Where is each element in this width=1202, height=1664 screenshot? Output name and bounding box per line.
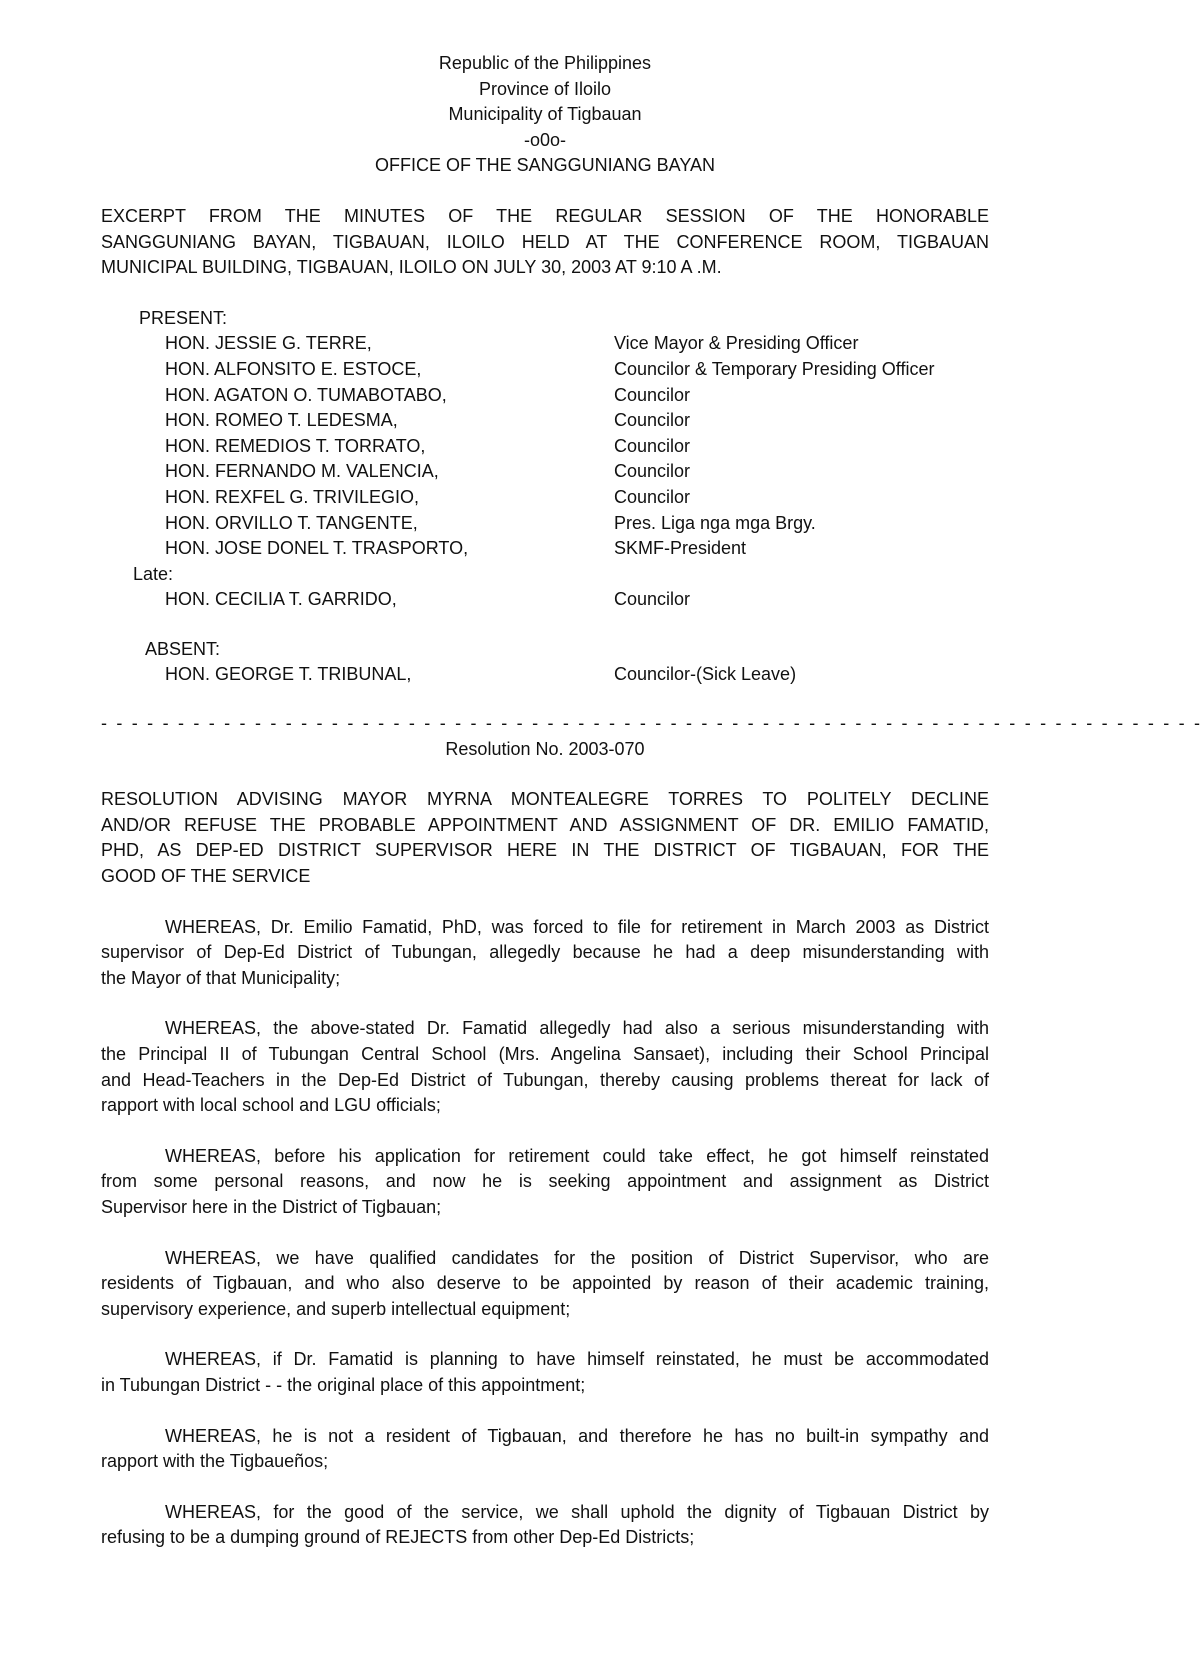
letterhead [101, 51, 989, 179]
attendee-role: Councilor [614, 435, 691, 456]
paragraph-line: residents of Tigbauan, and who also deserve to be appointed by reason of their academic training, [101, 1273, 989, 1294]
header-republic: Republic of the Philippines [438, 53, 652, 73]
attendee-role: Pres. Liga nga mga Brgy. [614, 512, 816, 533]
excerpt-line: SANGGUNIANG BAYAN, TIGBAUAN, ILOILO HELD AT THE CONFERENCE ROOM, TIGBAUAN [101, 231, 989, 252]
attendee-role: Councilor [614, 486, 691, 507]
paragraph-line: WHEREAS, for the good of the service, we shall uphold the dignity of Tigbauan District by [165, 1501, 989, 1522]
paragraph-line: in Tubungan District - - the original place of this appointment; [101, 1374, 586, 1395]
attendee-role: Councilor & Temporary Presiding Officer [614, 358, 935, 379]
whereas-paragraph [101, 915, 989, 992]
late-label: Late: [133, 563, 174, 584]
paragraph-line: WHEREAS, he is not a resident of Tigbauan, and therefore he has no built-in sympathy and [165, 1425, 989, 1446]
resolution-title [101, 787, 989, 889]
paragraph-line: rapport with local school and LGU officials; [101, 1095, 441, 1116]
excerpt-heading [101, 204, 989, 281]
attendee-role: Councilor-(Sick Leave) [614, 664, 797, 685]
attendee-row [101, 587, 989, 613]
header-separator: -o0o- [523, 129, 567, 150]
document-content [101, 51, 1202, 1551]
attendee-name: HON. FERNANDO M. VALENCIA, [165, 461, 439, 482]
paragraph-line: rapport with the Tigbaueños; [101, 1451, 329, 1472]
absent-label: ABSENT: [145, 638, 221, 659]
attendee-name: HON. ROMEO T. LEDESMA, [165, 410, 398, 431]
paragraph-line: supervisory experience, and superb intellectual equipment; [101, 1298, 571, 1319]
attendee-role: Councilor [614, 589, 691, 610]
dashed-divider: - - - - - - - - - - - - - - - - - - - - - - - - - - - - - - - - - - - - - - - - - - - - - - - - - - - - - - - - - - - - - - - - - - - - - - - - [101, 713, 1202, 734]
whereas-paragraph [101, 1246, 989, 1323]
whereas-paragraph [101, 1016, 989, 1118]
header-office: OFFICE OF THE SANGGUNIANG BAYAN [374, 155, 716, 176]
attendee-row [101, 536, 989, 562]
excerpt-line: EXCERPT FROM THE MINUTES OF THE REGULAR SESSION OF THE HONORABLE [101, 205, 989, 226]
attendee-row [101, 434, 989, 460]
attendee-name: HON. CECILIA T. GARRIDO, [165, 589, 397, 610]
attendee-row [101, 662, 989, 688]
present-label: PRESENT: [139, 307, 228, 328]
paragraph-line: the Principal II of Tubungan Central School (Mrs. Angelina Sansaet), including their School Principal [101, 1044, 989, 1064]
attendee-name: HON. REXFEL G. TRIVILEGIO, [165, 486, 420, 507]
whereas-paragraph [101, 1347, 989, 1398]
paragraph-line: WHEREAS, Dr. Emilio Famatid, PhD, was forced to file for retirement in March 2003 as District [165, 916, 989, 937]
whereas-paragraph [101, 1500, 989, 1551]
resolution-title-line: PHD, AS DEP-ED DISTRICT SUPERVISOR HERE IN THE DISTRICT OF TIGBAUAN, FOR THE [101, 840, 989, 861]
attendance-list [101, 306, 989, 688]
paragraph-line: from some personal reasons, and now he is seeking appointment and assignment as District [101, 1171, 989, 1192]
paragraph-line: and Head-Teachers in the Dep-Ed District of Tubungan, thereby causing problems thereat for lack of [101, 1069, 989, 1090]
paragraph-line: WHEREAS, the above-stated Dr. Famatid allegedly had also a serious misunderstanding with [165, 1018, 989, 1039]
paragraph-line: refusing to be a dumping ground of REJECTS from other Dep-Ed Districts; [101, 1527, 695, 1548]
attendee-role: Councilor [614, 410, 691, 431]
attendee-row [101, 383, 989, 409]
resolution-number: Resolution No. 2003-070 [445, 738, 645, 759]
attendee-name: HON. ALFONSITO E. ESTOCE, [165, 358, 422, 379]
attendee-name: HON. AGATON O. TUMABOTABO, [165, 384, 447, 405]
attendee-row [101, 459, 989, 485]
attendee-row [101, 511, 989, 537]
attendee-row [101, 485, 989, 511]
resolution-title-line: RESOLUTION ADVISING MAYOR MYRNA MONTEALEGRE TORRES TO POLITELY DECLINE [101, 789, 989, 810]
attendee-role: Councilor [614, 461, 691, 482]
resolution-title-line: AND/OR REFUSE THE PROBABLE APPOINTMENT AND ASSIGNMENT OF DR. EMILIO FAMATID, [101, 814, 989, 835]
attendee-row [101, 331, 989, 357]
whereas-paragraph [101, 1424, 989, 1475]
attendee-name: HON. JESSIE G. TERRE, [165, 333, 372, 354]
resolution-title-line: GOOD OF THE SERVICE [101, 866, 311, 887]
attendee-name: HON. REMEDIOS T. TORRATO, [165, 435, 426, 456]
attendee-row [101, 357, 989, 383]
excerpt-line: MUNICIPAL BUILDING, TIGBAUAN, ILOILO ON JULY 30, 2003 AT 9:10 A .M. [101, 257, 722, 278]
whereas-paragraph [101, 1144, 989, 1221]
attendee-name: HON. JOSE DONEL T. TRASPORTO, [165, 538, 469, 559]
attendee-name: HON. GEORGE T. TRIBUNAL, [165, 664, 412, 685]
attendee-role: Councilor [614, 384, 691, 405]
attendee-role: SKMF-President [614, 538, 747, 559]
header-municipality: Municipality of Tigbauan [448, 104, 642, 125]
paragraph-line: supervisor of Dep-Ed District of Tubungan, allegedly because he had a deep misunderstanding with [101, 942, 989, 963]
attendee-name: HON. ORVILLO T. TANGENTE, [165, 512, 418, 533]
paragraph-line: the Mayor of that Municipality; [101, 967, 341, 988]
paragraph-line: WHEREAS, we have qualified candidates for the position of District Supervisor, who are [165, 1247, 989, 1268]
paragraph-line: WHEREAS, before his application for retirement could take effect, he got himself reinstated [165, 1145, 989, 1166]
attendee-row [101, 408, 989, 434]
header-province: Province of Iloilo [478, 78, 612, 99]
attendee-role: Vice Mayor & Presiding Officer [614, 333, 859, 354]
paragraph-line: Supervisor here in the District of Tigbauan; [101, 1196, 442, 1217]
paragraph-line: WHEREAS, if Dr. Famatid is planning to have himself reinstated, he must be accommodated [165, 1349, 989, 1370]
